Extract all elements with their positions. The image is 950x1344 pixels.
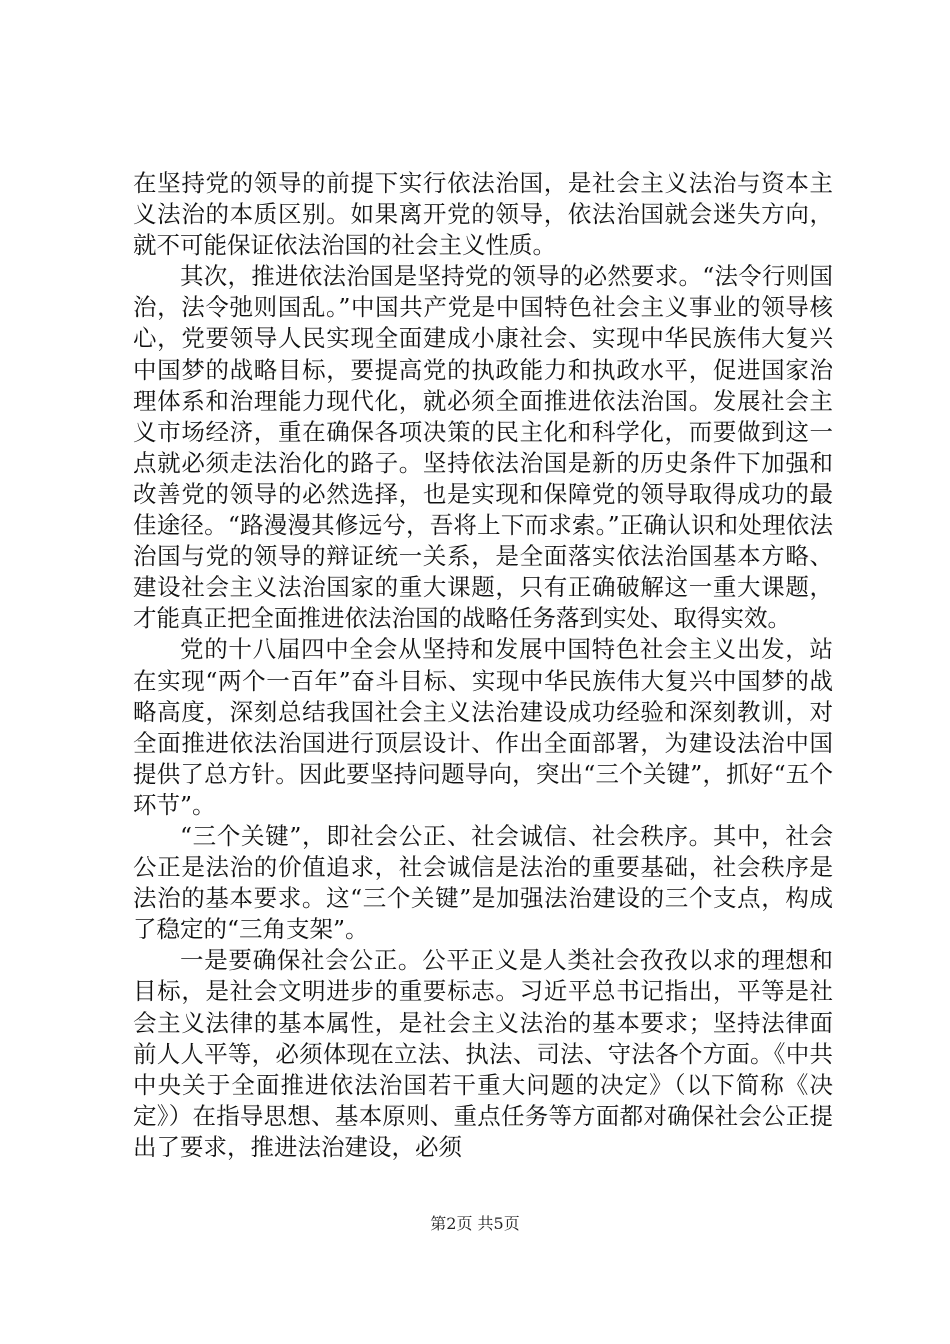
- paragraph-fourth-plenum: 党的十八届四中全会从坚持和发展中国特色社会主义出发，站在实现“两个一百年”奋斗目标、实现中华民族伟大复兴中国梦的战略高度，深刻总结我国社会主义法治建设成功经验和深刻教训，对全面推进依法治国进行顶层设计、作出全面部署，为建设法治中国提供了总方针。因此要坚持问题导向，突出“三个关键”，抓好“五个环节”。: [133, 635, 833, 819]
- document-body: [133, 168, 833, 1163]
- paragraph-social-justice: 一是要确保社会公正。公平正义是人类社会孜孜以求的理想和目标，是社会文明进步的重要标志。习近平总书记指出，平等是社会主义法律的基本属性，是社会主义法治的基本要求；坚持法律面前人人平等，必须体现在立法、执法、司法、守法各个方面。《中共中央关于全面推进依法治国若干重大问题的决定》（以下简称《决定》）在指导思想、基本原则、重点任务等方面都对确保社会公正提出了要求，推进法治建设，必须: [133, 946, 833, 1161]
- paragraph-continuation: 在坚持党的领导的前提下实行依法治国，是社会主义法治与资本主义法治的本质区别。如果离开党的领导，依法治国就会迷失方向，就不可能保证依法治国的社会主义性质。: [133, 169, 833, 260]
- paragraph-rule-of-law-requirement: 其次，推进依法治国是坚持党的领导的必然要求。“法令行则国治，法令弛则国乱。”中国共产党是中国特色社会主义事业的领导核心，党要领导人民实现全面建成小康社会、实现中华民族伟大复兴中国梦的战略目标，要提高党的执政能力和执政水平，促进国家治理体系和治理能力现代化，就必须全面推进依法治国。发展社会主义市场经济，重在确保各项决策的民主化和科学化，而要做到这一点就必须走法治化的路子。坚持依法治国是新的历史条件下加强和改善党的领导的必然选择，也是实现和保障党的领导取得成功的最佳途径。“路漫漫其修远兮，吾将上下而求索。”正确认识和处理依法治国与党的领导的辩证统一关系，是全面落实依法治国基本方略、建设社会主义法治国家的重大课题，只有正确破解这一重大课题，才能真正把全面推进依法治国的战略任务落到实处、取得实效。: [133, 262, 833, 633]
- paragraph-three-keys: “三个关键”，即社会公正、社会诚信、社会秩序。其中，社会公正是法治的价值追求，社会诚信是法治的重要基础，社会秩序是法治的基本要求。这“三个关键”是加强法治建设的三个支点，构成了稳定的“三角支架”。: [133, 821, 833, 944]
- page-footer: 第2页 共5页: [430, 1214, 520, 1233]
